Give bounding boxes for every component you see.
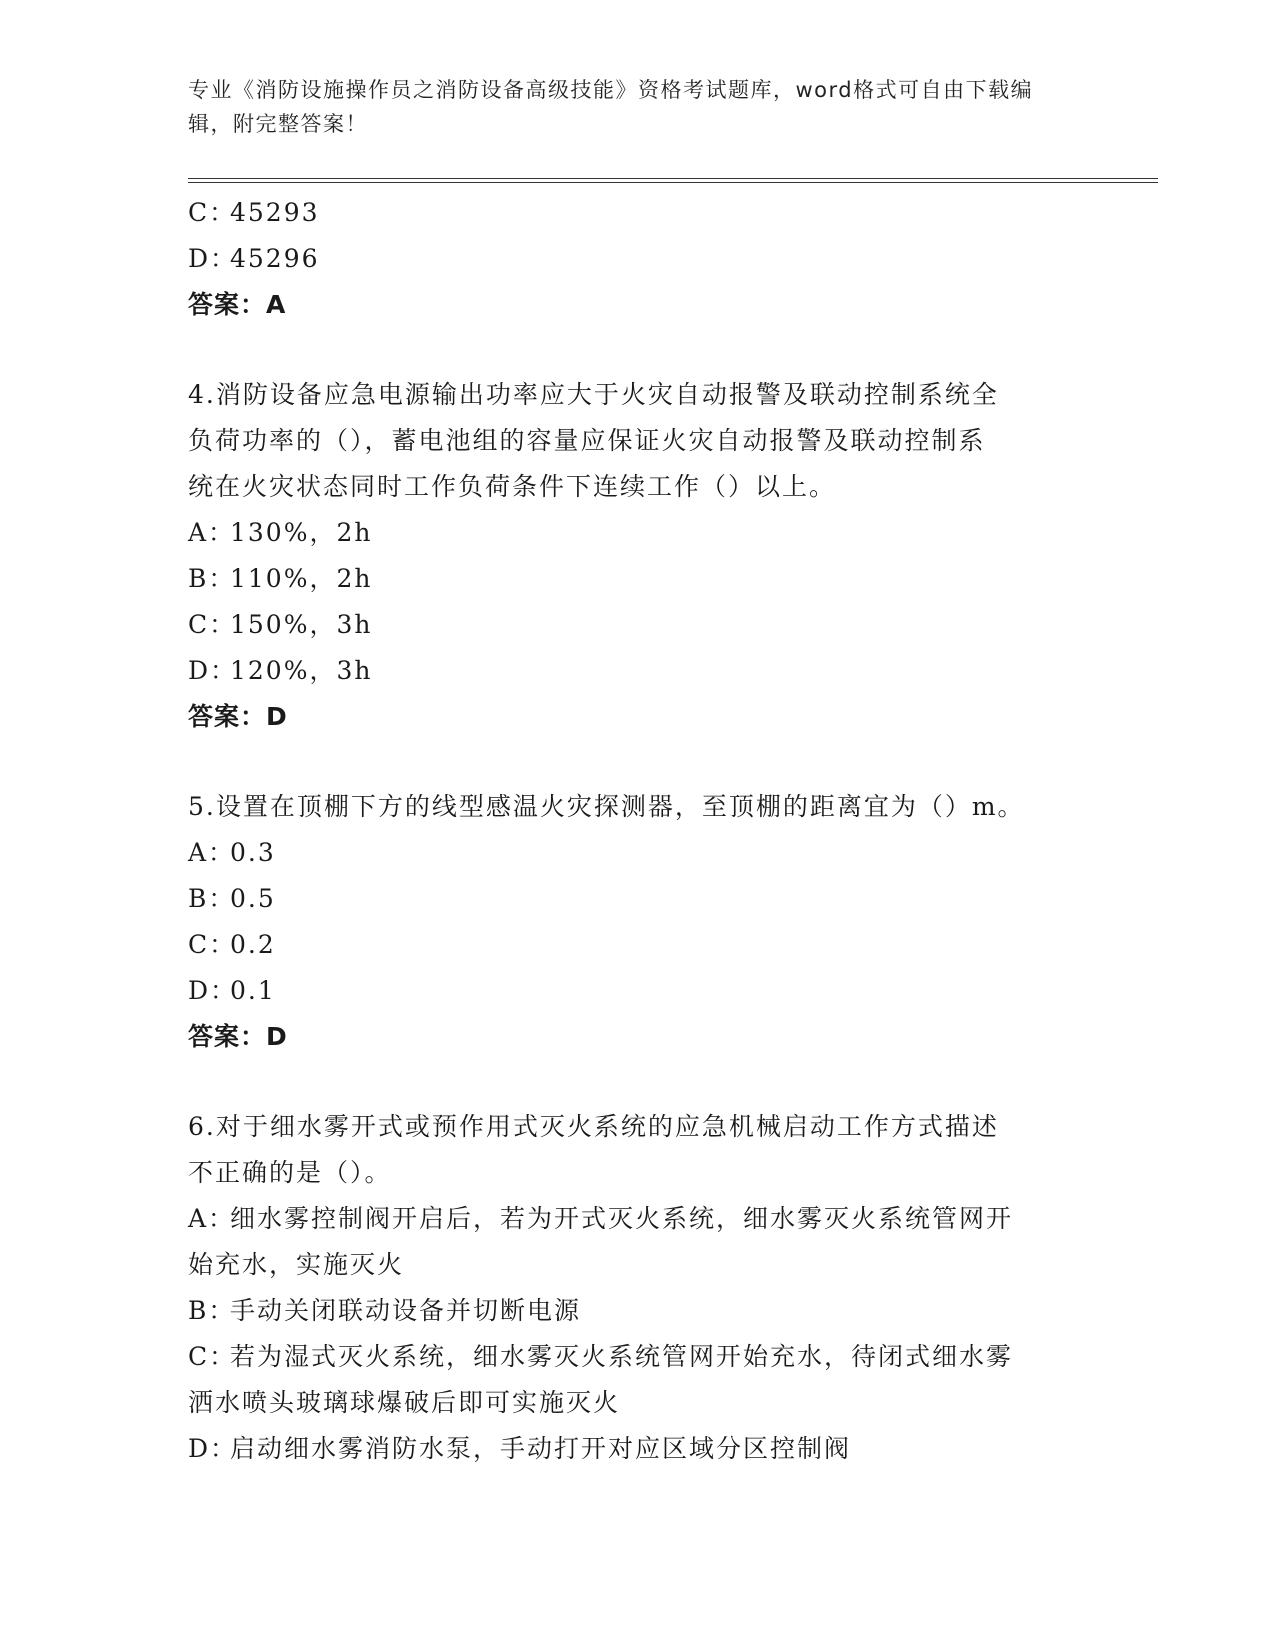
option-key: D： (188, 244, 238, 273)
option-text: 若为湿式灭火系统，细水雾灭火系统管网开始充水，待闭式细水雾 (230, 1342, 1014, 1371)
option-c (188, 1334, 1088, 1380)
question-stem-line: 4.消防设备应急电源输出功率应大于火灾自动报警及联动控制系统全 (188, 380, 999, 409)
answer-line: 答案：D (188, 702, 288, 731)
option-key: D： (188, 976, 238, 1005)
option-d (188, 648, 1088, 694)
option-a (188, 830, 1088, 876)
header-text: 专业《消防设施操作员之消防设备高级技能》资格考试题库，word格式可自由下载编辑，附完整答案！ (188, 78, 1034, 136)
option-text: 130%，2h (230, 518, 373, 547)
option-key: A： (188, 838, 236, 867)
answer-line: 答案：A (188, 290, 287, 319)
option-d (188, 236, 1088, 282)
option-text: 45296 (230, 244, 320, 273)
question-stem-line: 统在火灾状态同时工作负荷条件下连续工作（）以上。 (188, 472, 837, 501)
header-divider (188, 178, 1158, 183)
option-text: 150%，3h (230, 610, 373, 639)
option-key: A： (188, 518, 236, 547)
option-d (188, 1426, 1088, 1472)
spacer (188, 1060, 1088, 1104)
option-key: C： (188, 1342, 237, 1371)
question-5 (188, 784, 1088, 1060)
option-b (188, 1288, 1088, 1334)
option-c (188, 602, 1088, 648)
option-key: C： (188, 930, 237, 959)
option-key: B： (188, 564, 236, 593)
option-c-continuation: 洒水喷头玻璃球爆破后即可实施灭火 (188, 1388, 621, 1417)
question-content (188, 190, 1088, 1472)
document-header (188, 73, 1068, 141)
option-d (188, 968, 1088, 1014)
question-6 (188, 1104, 1088, 1472)
question-stem-line: 6.对于细水雾开式或预作用式灭火系统的应急机械启动工作方式描述 (188, 1112, 999, 1141)
spacer (188, 740, 1088, 784)
question-4 (188, 372, 1088, 740)
option-text: 120%，3h (230, 656, 373, 685)
option-c (188, 922, 1088, 968)
question-stem-line: 不正确的是（）。 (188, 1158, 392, 1187)
option-text: 0.5 (230, 884, 276, 913)
option-text: 0.3 (230, 838, 276, 867)
question-3 (188, 190, 1088, 328)
option-text: 0.1 (230, 976, 276, 1005)
option-key: D： (188, 1434, 238, 1463)
option-b (188, 556, 1088, 602)
option-text: 110%，2h (230, 564, 373, 593)
option-key: D： (188, 656, 238, 685)
option-text: 45293 (230, 198, 320, 227)
option-key: C： (188, 198, 237, 227)
option-text: 细水雾控制阀开启后，若为开式灭火系统，细水雾灭火系统管网开 (230, 1204, 1014, 1233)
option-key: A： (188, 1204, 236, 1233)
option-text: 手动关闭联动设备并切断电源 (230, 1296, 582, 1325)
option-c (188, 190, 1088, 236)
option-b (188, 876, 1088, 922)
option-a (188, 510, 1088, 556)
option-a-continuation: 始充水，实施灭火 (188, 1250, 405, 1279)
option-a (188, 1196, 1088, 1242)
option-key: C： (188, 610, 237, 639)
option-text: 启动细水雾消防水泵，手动打开对应区域分区控制阀 (230, 1434, 852, 1463)
spacer (188, 328, 1088, 372)
question-stem-line: 负荷功率的（），蓄电池组的容量应保证火灾自动报警及联动控制系 (188, 426, 986, 455)
answer-line: 答案：D (188, 1022, 288, 1051)
option-key: B： (188, 1296, 236, 1325)
option-key: B： (188, 884, 236, 913)
option-text: 0.2 (230, 930, 276, 959)
question-stem-line: 5.设置在顶棚下方的线型感温火灾探测器，至顶棚的距离宜为（）m。 (188, 792, 1025, 821)
